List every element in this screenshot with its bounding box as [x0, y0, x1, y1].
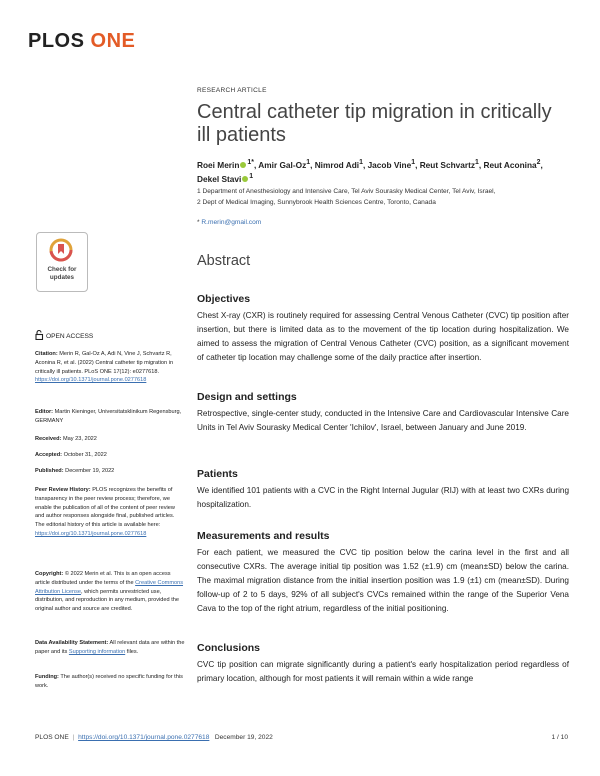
abstract-heading: Abstract: [197, 253, 251, 269]
author[interactable]: Nimrod Adi$^1$: [314, 159, 363, 170]
measurements-heading: Measurements and results: [197, 530, 330, 542]
author-list: Roei Merin $^{1*}$, Amir Gal-Oz$^1$, Nimrod Adi$^1$, Jacob Vine$^1$, Reut Schvartz$^1$, Reut Aconina$^2$, Dekel Stavi $^1$: [197, 159, 543, 184]
design-heading: Design and settings: [197, 391, 297, 403]
affiliation: 2 Dept of Medical Imaging, Sunnybrook Health Sciences Centre, Toronto, Canada: [197, 198, 436, 206]
open-access: OPEN ACCESS: [35, 330, 93, 340]
footer-doi-link[interactable]: https://doi.org/10.1371/journal.pone.0277618: [78, 734, 210, 741]
journal-logo[interactable]: [28, 30, 135, 53]
accepted: Accepted: October 31, 2022: [35, 452, 107, 458]
design-text: Retrospective, single-center study, conducted in the Intensive Care and Cardiovascular Intensive Care Units in Tel Aviv Sourasky Medical Center 'Ichilov', Israel, between January and June 2019.: [197, 409, 569, 432]
email-link[interactable]: R.merin@gmail.com: [201, 219, 262, 226]
author[interactable]: Dekel Stavi $^1$: [197, 172, 254, 184]
check-for-updates-badge[interactable]: [36, 232, 88, 292]
copyright: Copyright: © 2022 Merin et al. This is an open access article distributed under the terms of the Creative Commons Attribution License, which permits unrestricted use, distribution, and reproduction in any medium, provided the original author and source are credited.: [35, 571, 184, 613]
logo-plos: PLOS: [28, 30, 85, 52]
license-link[interactable]: Creative Commons Attribution License: [35, 579, 184, 595]
crossmark-icon: [49, 238, 73, 262]
author[interactable]: Jacob Vine$^1$: [367, 159, 416, 170]
corresponding-email: * R.merin@gmail.com: [197, 219, 262, 226]
orcid-icon[interactable]: [240, 162, 246, 168]
author[interactable]: Reut Aconina$^2$: [483, 159, 541, 170]
objectives-heading: Objectives: [197, 293, 251, 305]
author[interactable]: Roei Merin $^{1*}$: [197, 159, 254, 170]
open-lock-icon: [35, 330, 44, 340]
badge-label: Check for updates: [47, 266, 77, 281]
received: Received: May 23, 2022: [35, 436, 97, 442]
footer-date: December 19, 2022: [214, 734, 273, 741]
affiliation: 1 Department of Anesthesiology and Intensive Care, Tel Aviv Sourasky Medical Center, Tel Aviv, Israel,: [197, 188, 496, 195]
page-number: 1 / 10: [551, 734, 568, 741]
author[interactable]: Reut Schvartz$^1$: [419, 159, 479, 170]
conclusions-heading: Conclusions: [197, 642, 261, 654]
affiliations: [197, 187, 569, 208]
article-type: RESEARCH ARTICLE: [197, 87, 267, 94]
orcid-icon[interactable]: [242, 176, 248, 182]
published: Published: December 19, 2022: [35, 468, 115, 474]
measurements-text: For each patient, we measured the CVC tip position below the carina level in the first and all consecutive CXRs. The average initial tip position was 1.52 (±1.9) cm (mean±SD) below the carina. The maximal migration distance from the initial insertion position was 1.9 (±1) cm (mean±SD). During follow-up of 2 to 5 days, 92% of all subject's CVCs remained within the range of the Superior Vena Cava to the top of the right atrium, regardless of the initial positioning.: [197, 548, 569, 613]
citation: Citation: Merin R, Gal-Oz A, Adi N, Vine J, Schvartz R, Aconina R, et al. (2022) Central catheter tip migration in critically ill patients. PLoS ONE 17(12): e0277618. https://doi.org/10.1371/journal.pone.0277618: [35, 351, 174, 384]
patients-heading: Patients: [197, 468, 238, 480]
article-title: Central catheter tip migration in critically ill patients: [197, 101, 552, 146]
data-availability: Data Availability Statement: All relevant data are within the paper and its Supporting information files.: [35, 640, 185, 655]
peer-review-link[interactable]: https://doi.org/10.1371/journal.pone.0277618: [35, 530, 147, 537]
author[interactable]: Amir Gal-Oz$^1$: [258, 159, 311, 170]
funding: Funding: The author(s) received no specific funding for this work.: [35, 674, 183, 689]
conclusions-text: CVC tip position can migrate significantly during a patient's early hospitalization period regardless of primary location, although for most patients it will remain within a wide range: [197, 660, 569, 683]
editor: Editor: Martin Kieninger, Universitatsklinikum Regensburg, GERMANY: [35, 409, 182, 424]
patients-text: We identified 101 patients with a CVC in the Right Internal Jugular (RIJ) with at least two CXRs during hospitalization.: [197, 486, 569, 509]
logo-one: ONE: [90, 30, 136, 52]
citation-doi-link[interactable]: https://doi.org/10.1371/journal.pone.0277618: [35, 377, 147, 384]
supporting-info-link[interactable]: Supporting information: [68, 648, 126, 655]
page-footer: PLOS ONE | https://doi.org/10.1371/journal.pone.0277618 December 19, 2022: [35, 734, 273, 741]
objectives-text: Chest X-ray (CXR) is routinely required for assessing Central Venous Catheter (CVC) tip position after insertion, but there is limited data as to the movement of the tip location during hospitalization. We aimed to assess the migration of Central Venous Catheter (CVC) position, as a significant movement of catheter tip location may challenge some of the daily practice after insertion.: [197, 311, 569, 362]
footer-journal: PLOS ONE: [35, 734, 69, 741]
peer-review-history: Peer Review History: PLOS recognizes the benefits of transparency in the peer review process; therefore, we enable the publication of all of the content of peer review and author responses alongside final, published articles. The editorial history of this article is available here: https://doi.org/10.1371/journal.pone.0277618: [35, 487, 175, 537]
